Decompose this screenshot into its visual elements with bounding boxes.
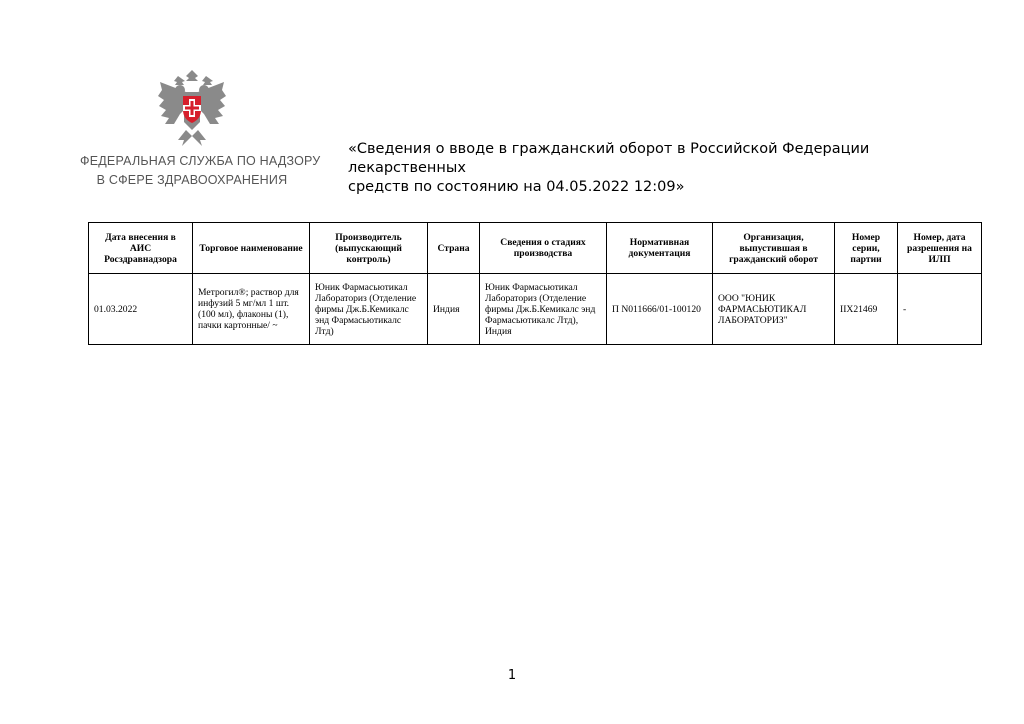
column-header-permit: Номер, дата разрешения на ИЛП [898,223,982,274]
cell-manufacturer: Юник Фармасьютикал Лабораториз (Отделение фирмы Дж.Б.Кемикалс энд Фармасьютикалс Лтд) [310,274,428,345]
cell-batch-number: IIX21469 [835,274,898,345]
table-row [89,274,982,345]
agency-name-line1: ФЕДЕРАЛЬНАЯ СЛУЖБА ПО НАДЗОРУ [80,154,321,168]
page-number: 1 [507,668,517,683]
cell-trade-name: Метрогил®; раствор для инфузий 5 мг/мл 1 шт. (100 мл), флаконы (1), пачки картонные/ ~ [193,274,310,345]
cell-country: Индия [428,274,480,345]
cell-organization: ООО "ЮНИК ФАРМАСЬЮТИКАЛ ЛАБОРАТОРИЗ" [713,274,835,345]
document-title-line2: средств по состоянию на 04.05.2022 12:09» [348,179,685,195]
column-header-organization: Организация, выпустившая в гражданский оборот [713,223,835,274]
column-header-regulatory-docs: Нормативная документация [607,223,713,274]
column-header-batch-number: Номер серии, партии [835,223,898,274]
agency-name [80,152,321,190]
document-title [348,140,988,197]
column-header-date: Дата внесения в АИС Росздравнадзора [89,223,193,274]
cell-permit: - [898,274,982,345]
table-header-row [89,223,982,274]
document-title-line1: «Сведения о вводе в гражданский оборот в Российской Федерации лекарственных [348,141,870,176]
column-header-trade-name: Торговое наименование [193,223,310,274]
column-header-manufacturer: Производитель (выпускающий контроль) [310,223,428,274]
column-header-country: Страна [428,223,480,274]
agency-name-line2: В СФЕРЕ ЗДРАВООХРАНЕНИЯ [96,173,288,187]
column-header-production-stages: Сведения о стадиях производства [480,223,607,274]
cell-regulatory-docs: П N011666/01-100120 [607,274,713,345]
registry-table [88,222,982,345]
cell-production-stages: Юник Фармасьютикал Лабораториз (Отделение фирмы Дж.Б.Кемикалс энд Фармасьютикалс Лтд), Индия [480,274,607,345]
double-headed-eagle-emblem-icon [156,68,228,148]
cell-date: 01.03.2022 [89,274,193,345]
